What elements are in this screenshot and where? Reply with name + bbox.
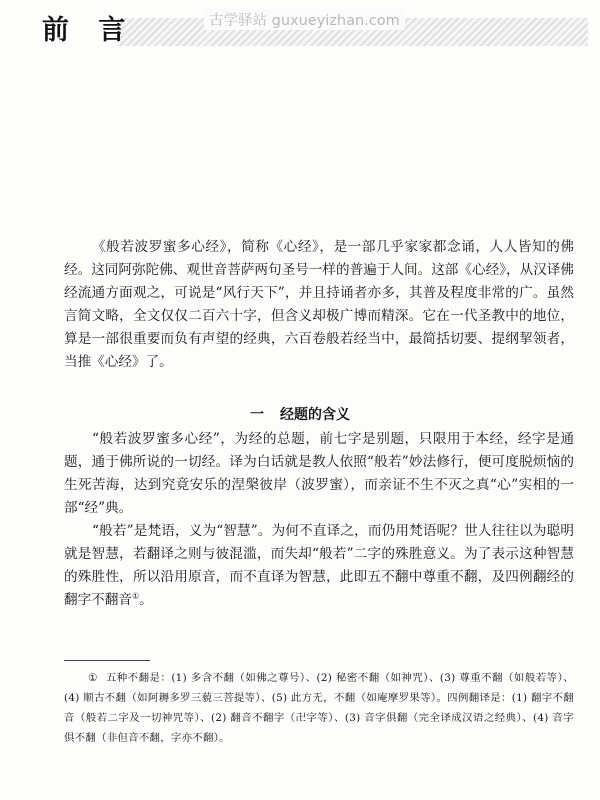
intro-section <box>64 236 574 374</box>
page-header <box>42 8 582 52</box>
section-heading <box>0 404 600 424</box>
footnote <box>64 668 574 748</box>
section-paragraph-1: “般若波罗蜜多心经”，为经的总题，前七字是别题，只限用于本经，经字是通题，通于佛所说的一切经。译为白话就是教人依照“般若”妙法修行，便可度脱烦恼的生死苦海，达到究竟安乐的涅槃彼岸（波罗蜜），而亲证不生不灭之真“心”实相的一部“经”典。 <box>64 431 574 516</box>
section-body <box>64 428 574 612</box>
section-title: 经题的含义 <box>280 407 350 423</box>
intro-paragraph: 《般若波罗蜜多心经》，简称《心经》，是一部几乎家家都念诵，人人皆知的佛经。这同阿弥陀佛、观世音菩萨两句圣号一样的普遍于人间。这部《心经》，从汉译佛经流通方面观之，可说是“风行天下”，并且持诵者亦多，其普及程度非常的广。虽然言简文略，全文仅仅二百六十字，但含义却极广博而精深。它在一代圣教中的地位，算是一部很重要而负有声望的经典，六百卷般若经当中，最简括切要、提纲挈领者，当推《心经》了。 <box>64 239 574 370</box>
section-paragraph-2-text: “般若”是梵语，义为“智慧”。为何不直译之，而仍用梵语呢？世人往往以为聪明就是智慧，若翻译之则与彼混滥，而失却“般若”二字的殊胜意义。为了表示这种智慧的殊胜性，所以沿用原音，而不直译为智慧，此即五不翻中尊重不翻，及四例翻经的翻字不翻音 <box>64 523 574 608</box>
footnote-text: 五种不翻是：(1) 多含不翻（如佛之尊号）、(2) 秘密不翻（如神咒）、(3) 尊重不翻（如般若等）、(4) 顺古不翻（如阿耨多罗三藐三菩提等）、(5) 此方无，不翻（如庵摩罗果等）。四例翻译是：(1) 翻字不翻音（般若二字及一切神咒等）、(2) 翻音不翻字（卍字等）、(3) 音字俱翻（完全译成汉语之经典）、(4) 音字俱不翻（非但音不翻，字亦不翻）。 <box>64 672 574 744</box>
page-title: 前 言 <box>42 15 136 46</box>
footnote-reference[interactable]: ① <box>131 591 140 601</box>
site-watermark: 古学驿站 guxueyizhan.com <box>204 9 405 30</box>
section-paragraph-2: “般若”是梵语，义为“智慧”。为何不直译之，而仍用梵语呢？世人往往以为聪明就是智慧，若翻译之则与彼混滥，而失却“般若”二字的殊胜意义。为了表示这种智慧的殊胜性，所以沿用原音，而不直译为智慧，此即五不翻中尊重不翻，及四例翻经的翻字不翻音①。 <box>64 523 574 608</box>
section-number: 一 <box>250 407 264 423</box>
footnote-marker: ① <box>88 672 98 684</box>
footnote-divider <box>64 660 150 661</box>
